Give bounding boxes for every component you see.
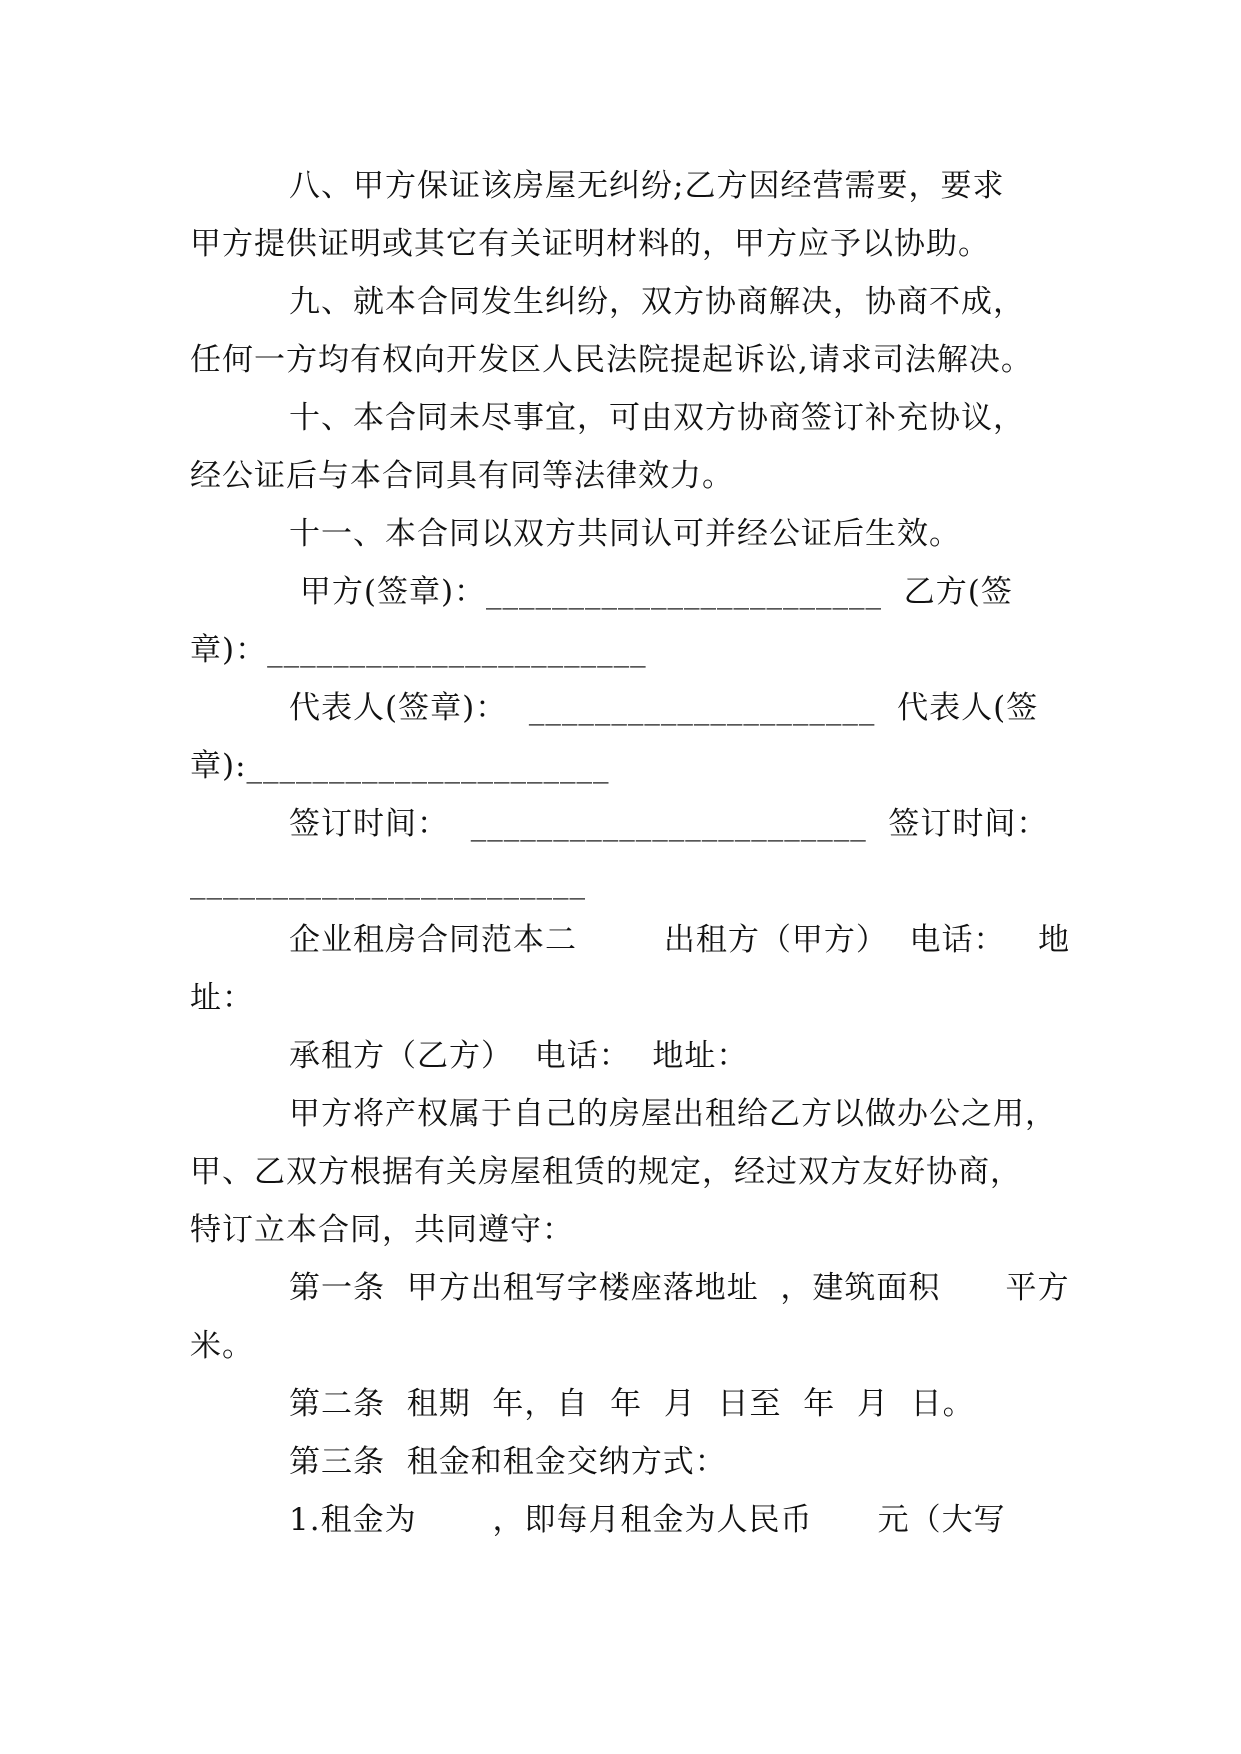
paragraph-line: 经公证后与本合同具有同等法律效力。: [190, 458, 734, 494]
paragraph-line: 甲方提供证明或其它有关证明材料的，甲方应予以协助。: [190, 226, 990, 262]
section-title-line: 企业租房合同范本二 出租方（甲方） 电话： 地: [289, 922, 1071, 958]
paragraph-line: 甲方将产权属于自己的房屋出租给乙方以做办公之用，: [289, 1096, 1057, 1132]
signature-line: 甲方(签章)：________________________ 乙方(签: [289, 574, 1013, 610]
paragraph-line: 任何一方均有权向开发区人民法院提起诉讼,请求司法解决。: [190, 342, 1033, 378]
paragraph-line: 甲、乙双方根据有关房屋租赁的规定，经过双方友好协商，: [190, 1154, 1022, 1190]
paragraph-line: 特订立本合同，共同遵守：: [190, 1212, 574, 1248]
clause-line: 第三条 租金和租金交纳方式：: [289, 1444, 727, 1480]
clause-line: 1.租金为 ，即每月租金为人民币 元（大写: [289, 1502, 1006, 1538]
signature-line: 代表人(签章)： _____________________ 代表人(签: [289, 690, 1039, 726]
signature-line: 章):______________________: [190, 748, 610, 784]
paragraph-line: 十一、本合同以双方共同认可并经公证后生效。: [289, 516, 961, 552]
clause-line: 第一条 甲方出租写字楼座落地址 ，建筑面积 平方: [289, 1270, 1070, 1306]
signature-line: ________________________: [190, 864, 586, 900]
signature-line: 章)：_______________________: [190, 632, 647, 668]
paragraph-line: 十、本合同未尽事宜，可由双方协商签订补充协议，: [289, 400, 1025, 436]
clause-line: 米。: [190, 1328, 254, 1364]
clause-line: 第二条 租期 年，自 年 月 日至 年 月 日。: [289, 1386, 975, 1422]
paragraph-line: 九、就本合同发生纠纷，双方协商解决，协商不成，: [289, 284, 1025, 320]
paragraph-line: 址：: [190, 980, 254, 1016]
paragraph-line: 承租方（乙方） 电话： 地址：: [289, 1038, 749, 1074]
signature-line: 签订时间： ________________________ 签订时间：: [289, 806, 1049, 842]
paragraph-line: 八、甲方保证该房屋无纠纷;乙方因经营需要，要求: [289, 168, 1005, 204]
